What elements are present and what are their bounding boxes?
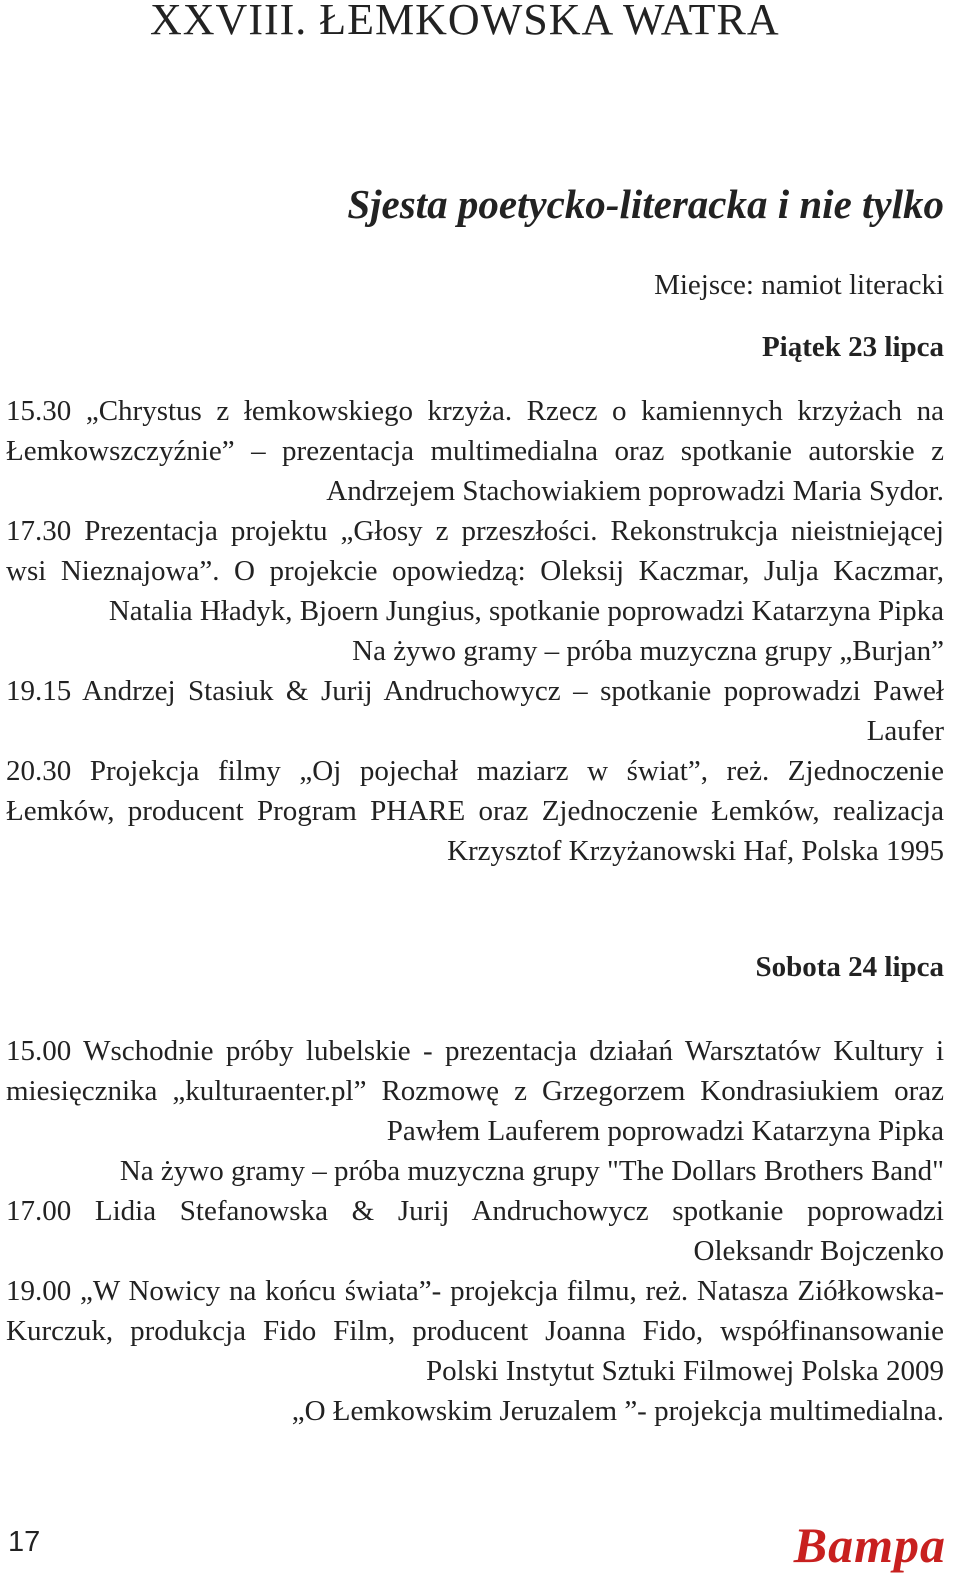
event-place: Miejsce: namiot literacki (654, 269, 944, 301)
program-entry: 19.15 Andrzej Stasiuk & Jurij Andruchowycz – spotkanie poprowadzi Paweł Laufer (6, 675, 944, 747)
saturday-program (6, 1031, 944, 1431)
program-entry: 19.00 „W Nowicy na końcu świata”- projekcja filmu, reż. Natasza Ziółkowska-Kurczuk, produkcja Fido Film, producent Joanna Fido, współfinansowanie Polski Instytut Sztuki Filmowej Polska 2009 (6, 1275, 944, 1387)
program-entry: 17.30 Prezentacja projektu „Głosy z przeszłości. Rekonstrukcja nieistniejącej wsi Nieznajowa”. O projekcie opowiedzą: Oleksij Kaczmar, Julja Kaczmar, Natalia Hładyk, Bjoern Jungius, spotkanie poprowadzi Katarzyna Pipka (6, 515, 944, 627)
program-entry: Na żywo gramy – próba muzyczna grupy „Burjan” (352, 635, 944, 667)
friday-program (6, 391, 944, 871)
page-number: 17 (8, 1526, 41, 1558)
program-entry: 17.00 Lidia Stefanowska & Jurij Andruchowycz spotkanie poprowadzi Oleksandr Bojczenko (6, 1195, 944, 1267)
day-heading-saturday: Sobota 24 lipca (755, 951, 944, 983)
day-heading-friday: Piątek 23 lipca (761, 331, 944, 363)
program-entry: Na żywo gramy – próba muzyczna grupy "The Dollars Brothers Band" (119, 1155, 944, 1187)
section-title: Sjesta poetycko-literacka i nie tylko (347, 181, 944, 227)
program-entry: 20.30 Projekcja filmy „Oj pojechał maziarz w świat”, reż. Zjednoczenie Łemków, producent Program PHARE oraz Zjednoczenie Łemków, realizacja Krzysztof Krzyżanowski Haf, Polska 1995 (6, 755, 944, 867)
watra-logo: Ватра (793, 1517, 946, 1573)
program-entry: „O Łemkowskim Jeruzalem ”- projekcja multimedialna. (291, 1395, 944, 1427)
program-entry: 15.30 „Chrystus z łemkowskiego krzyża. Rzecz o kamiennych krzyżach na Łemkowszczyźnie” – prezentacja multimedialna oraz spotkanie autorskie z Andrzejem Stachowiakiem poprowadzi Maria Sydor. (6, 395, 944, 507)
page-header-title: XXVIII. ŁEMKOWSKA WATRA (150, 0, 780, 44)
program-entry: 15.00 Wschodnie próby lubelskie - prezentacja działań Warsztatów Kultury i miesięcznika „kulturaenter.pl” Rozmowę z Grzegorzem Kondrasiukiem oraz Pawłem Lauferem poprowadzi Katarzyna Pipka (6, 1035, 944, 1147)
